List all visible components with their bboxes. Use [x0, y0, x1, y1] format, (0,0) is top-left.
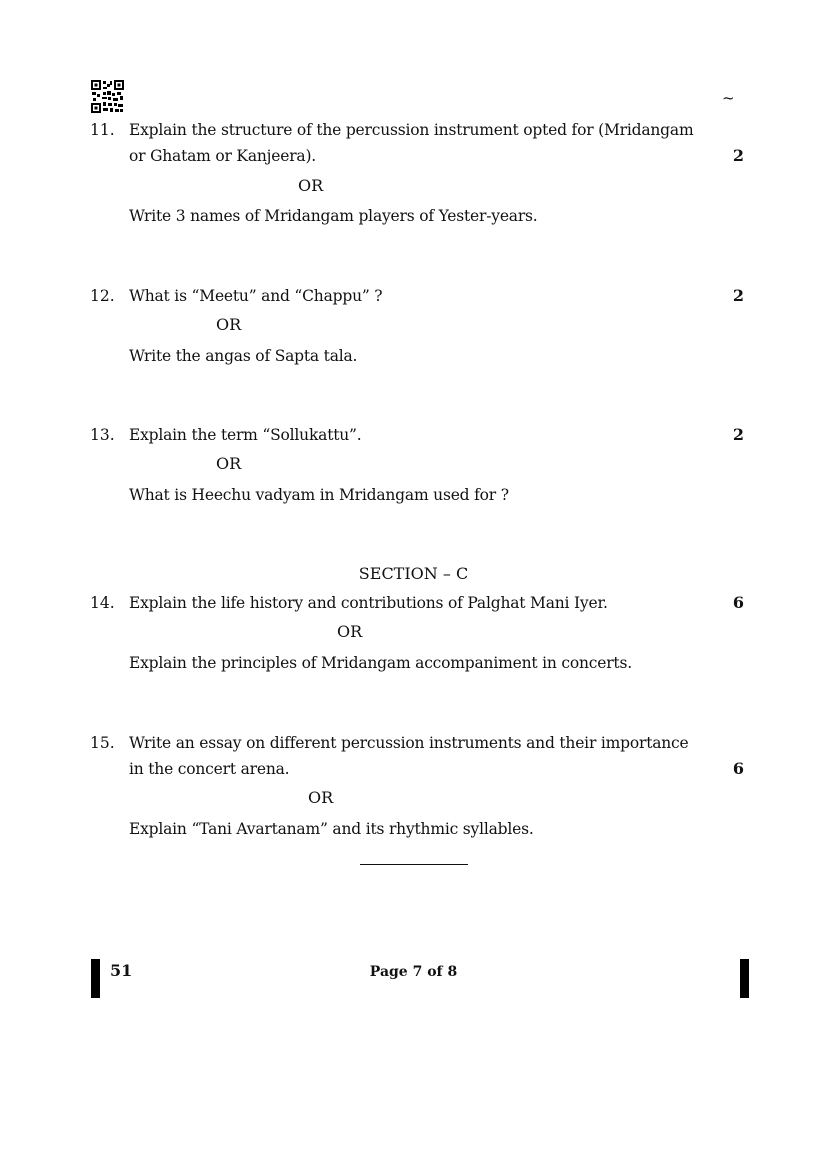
- page-number: Page 7 of 8: [369, 964, 458, 980]
- question-marks: 2: [732, 286, 744, 305]
- question-marks: 2: [732, 425, 744, 444]
- or-separator: OR: [337, 622, 363, 641]
- question-number: 15.: [90, 734, 115, 752]
- question-text: Explain the term “Sollukattu”.: [129, 426, 362, 444]
- question-marks: 6: [732, 759, 744, 778]
- end-rule: [360, 864, 468, 865]
- alternative-question: What is Heechu vadyam in Mridangam used for ?: [129, 486, 509, 504]
- qr-code-icon: [91, 80, 124, 113]
- alternative-question: Explain the principles of Mridangam accompaniment in concerts.: [129, 654, 632, 672]
- or-separator: OR: [298, 176, 324, 195]
- or-separator: OR: [216, 315, 242, 334]
- question-text: in the concert arena.: [129, 760, 290, 778]
- question-text: Write an essay on different percussion instruments and their importance: [129, 734, 689, 752]
- question-text: Explain the life history and contributions of Palghat Mani Iyer.: [129, 594, 608, 612]
- question-marks: 2: [732, 146, 744, 165]
- section-title: SECTION – C: [358, 564, 469, 583]
- question-marks: 6: [732, 593, 744, 612]
- question-number: 13.: [90, 426, 115, 444]
- question-text: What is “Meetu” and “Chappu” ?: [129, 287, 383, 305]
- or-separator: OR: [216, 454, 242, 473]
- question-text: or Ghatam or Kanjeera).: [129, 147, 317, 165]
- question-number: 12.: [90, 287, 115, 305]
- or-separator: OR: [308, 788, 334, 807]
- question-text: Explain the structure of the percussion instrument opted for (Mridangam: [129, 121, 694, 139]
- alternative-question: Write the angas of Sapta tala.: [129, 347, 358, 365]
- paper-code: 51: [110, 961, 133, 980]
- footer-bar-right: [740, 959, 749, 998]
- header-tilde: ~: [722, 89, 735, 107]
- question-number: 14.: [90, 594, 115, 612]
- alternative-question: Explain “Tani Avartanam” and its rhythmic syllables.: [129, 820, 534, 838]
- question-number: 11.: [90, 121, 115, 139]
- alternative-question: Write 3 names of Mridangam players of Yester-years.: [129, 207, 538, 225]
